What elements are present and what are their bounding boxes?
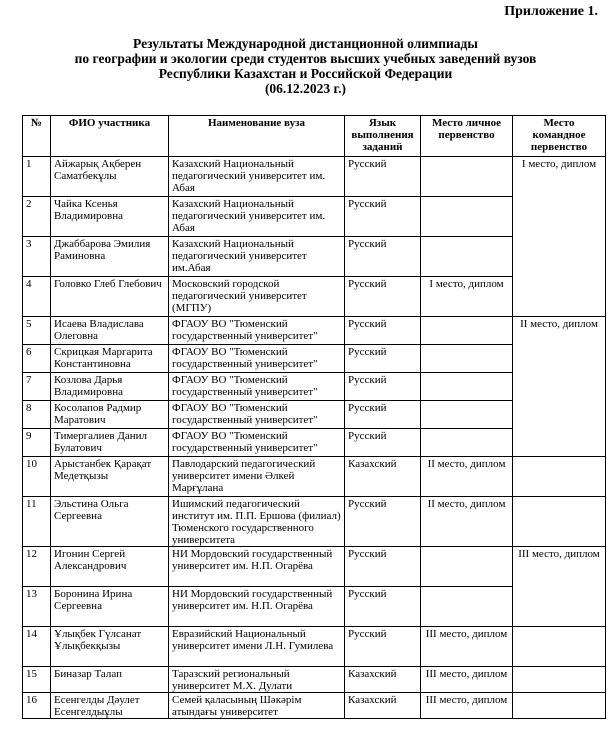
cell-university: Казахский Национальный педагогический университет им. Абая [169, 157, 345, 197]
document-title [0, 36, 611, 96]
cell-name: Скрицкая Маргарита Константиновна [51, 345, 169, 373]
cell-personal-place: II место, диплом [421, 497, 513, 547]
cell-name: Есенгелды Дәулет Есенгелдыұлы [51, 693, 169, 719]
cell-personal-place [421, 237, 513, 277]
cell-personal-place: I место, диплом [421, 277, 513, 317]
col-header-team-place: Место командное первенство [513, 116, 606, 157]
cell-number: 5 [23, 317, 51, 345]
cell-personal-place [421, 547, 513, 587]
cell-university: ФГАОУ ВО "Тюменский государственный университет" [169, 429, 345, 457]
cell-language: Русский [345, 429, 421, 457]
cell-university: НИ Мордовский государственный университет им. Н.П. Огарёва [169, 587, 345, 627]
cell-number: 9 [23, 429, 51, 457]
cell-number: 16 [23, 693, 51, 719]
cell-number: 3 [23, 237, 51, 277]
cell-team-place [513, 497, 606, 547]
cell-language: Казахский [345, 693, 421, 719]
cell-language: Русский [345, 197, 421, 237]
cell-personal-place: III место, диплом [421, 667, 513, 693]
cell-university: Семей қаласының Шәкәрім атындағы университет [169, 693, 345, 719]
table-row [23, 547, 606, 587]
cell-personal-place [421, 317, 513, 345]
cell-number: 2 [23, 197, 51, 237]
cell-personal-place [421, 587, 513, 627]
title-line: Результаты Международной дистанционной олимпиады [133, 36, 478, 51]
cell-name: Ұлықбек Гүлсанат Ұлықбекқызы [51, 627, 169, 667]
cell-university: Евразийский Национальный университет имени Л.Н. Гумилева [169, 627, 345, 667]
cell-personal-place [421, 401, 513, 429]
cell-university: ФГАОУ ВО "Тюменский государственный университет" [169, 401, 345, 429]
cell-language: Русский [345, 401, 421, 429]
table-header-row [23, 116, 606, 157]
cell-personal-place [421, 157, 513, 197]
cell-personal-place: III место, диплом [421, 693, 513, 719]
results-table [22, 115, 606, 719]
cell-name: Козлова Дарья Владимировна [51, 373, 169, 401]
cell-team-place [513, 627, 606, 667]
cell-team-place [513, 693, 606, 719]
cell-personal-place: III место, диплом [421, 627, 513, 667]
cell-name: Арыстанбек Қарақат Медетқызы [51, 457, 169, 497]
cell-language: Казахский [345, 667, 421, 693]
cell-name: Головко Глеб Глебович [51, 277, 169, 317]
col-header-language: Язык выполнения заданий [345, 116, 421, 157]
cell-language: Русский [345, 497, 421, 547]
cell-team-place: III место, диплом [513, 547, 606, 627]
col-header-university: Наименование вуза [169, 116, 345, 157]
cell-university: НИ Мордовский государственный университет им. Н.П. Огарёва [169, 547, 345, 587]
title-date: (06.12.2023 г.) [264, 81, 347, 96]
cell-personal-place [421, 197, 513, 237]
cell-language: Русский [345, 277, 421, 317]
table-row [23, 457, 606, 497]
col-header-personal-place: Место личное первенство [421, 116, 513, 157]
cell-university: Московский городской педагогический университет (МГПУ) [169, 277, 345, 317]
cell-name: Биназар Талап [51, 667, 169, 693]
col-header-number: № [23, 116, 51, 157]
table-row [23, 693, 606, 719]
cell-language: Русский [345, 317, 421, 345]
cell-personal-place: II место, диплом [421, 457, 513, 497]
cell-name: Боронина Ирина Сергеевна [51, 587, 169, 627]
cell-name: Тимергалиев Данил Булатович [51, 429, 169, 457]
cell-language: Русский [345, 547, 421, 587]
cell-name: Джаббарова Эмилия Раминовна [51, 237, 169, 277]
cell-name: Исаева Владислава Олеговна [51, 317, 169, 345]
cell-number: 6 [23, 345, 51, 373]
table-row [23, 667, 606, 693]
cell-number: 8 [23, 401, 51, 429]
cell-team-place [513, 457, 606, 497]
cell-language: Русский [345, 345, 421, 373]
cell-name: Айжарық Ақберен Саматбекұлы [51, 157, 169, 197]
cell-number: 11 [23, 497, 51, 547]
table-row [23, 497, 606, 547]
title-line: по географии и экологии среди студентов высших учебных заведений вузов [74, 51, 537, 66]
cell-number: 4 [23, 277, 51, 317]
cell-number: 7 [23, 373, 51, 401]
col-header-name: ФИО участника [51, 116, 169, 157]
cell-personal-place [421, 345, 513, 373]
cell-university: ФГАОУ ВО "Тюменский государственный университет" [169, 373, 345, 401]
cell-number: 10 [23, 457, 51, 497]
cell-personal-place [421, 373, 513, 401]
cell-name: Игонин Сергей Александрович [51, 547, 169, 587]
appendix-label: Приложение 1. [504, 4, 598, 19]
cell-team-place: I место, диплом [513, 157, 606, 317]
cell-number: 12 [23, 547, 51, 587]
table-row [23, 627, 606, 667]
cell-name: Эльстина Ольга Сергеевна [51, 497, 169, 547]
cell-name: Чайка Ксенья Владимировна [51, 197, 169, 237]
cell-team-place [513, 667, 606, 693]
cell-personal-place [421, 429, 513, 457]
cell-language: Русский [345, 587, 421, 627]
cell-university: Павлодарский педагогический университет имени Әлкей Марғұлана [169, 457, 345, 497]
cell-name: Косолапов Радмир Маратович [51, 401, 169, 429]
cell-university: Казахский Национальный педагогический университет им. Абая [169, 197, 345, 237]
cell-university: Таразский региональный университет М.Х. Дулати [169, 667, 345, 693]
cell-university: ФГАОУ ВО "Тюменский государственный университет" [169, 345, 345, 373]
table-row [23, 157, 606, 197]
title-line: Республики Казахстан и Российской Федерации [158, 66, 453, 81]
cell-team-place: II место, диплом [513, 317, 606, 457]
cell-number: 14 [23, 627, 51, 667]
cell-language: Русский [345, 237, 421, 277]
cell-number: 1 [23, 157, 51, 197]
cell-language: Русский [345, 627, 421, 667]
cell-university: ФГАОУ ВО "Тюменский государственный университет" [169, 317, 345, 345]
cell-language: Казахский [345, 457, 421, 497]
table-row [23, 317, 606, 345]
cell-university: Казахский Национальный педагогический университет им.Абая [169, 237, 345, 277]
cell-number: 15 [23, 667, 51, 693]
cell-university: Ишимский педагогический институт им. П.П. Ершова (филиал) Тюменского государственного университета [169, 497, 345, 547]
cell-language: Русский [345, 157, 421, 197]
cell-language: Русский [345, 373, 421, 401]
cell-number: 13 [23, 587, 51, 627]
